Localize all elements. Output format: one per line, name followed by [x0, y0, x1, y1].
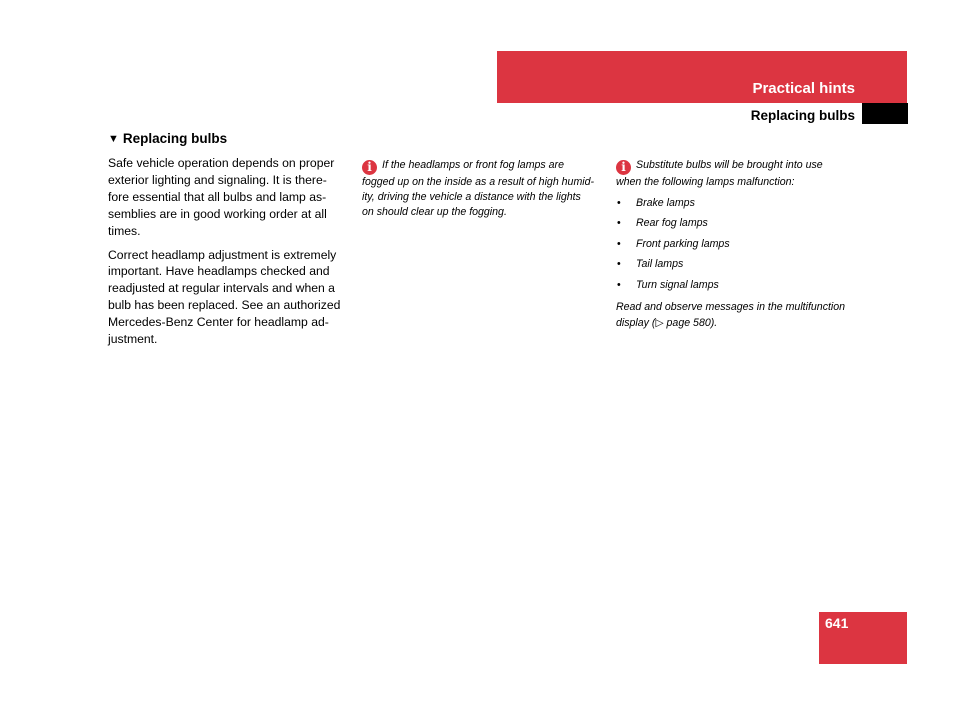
info-icon: i — [362, 160, 377, 175]
text-line: times. — [108, 223, 141, 238]
text-line: readjusted at regular intervals and when a — [108, 281, 335, 296]
page-number: 641 — [825, 615, 849, 631]
bullet-icon: • — [617, 217, 621, 229]
list-item — [616, 257, 866, 278]
info-icon: i — [616, 160, 631, 175]
paragraph-lighting — [108, 155, 348, 240]
page-number-box — [819, 612, 907, 664]
list-item — [616, 196, 866, 217]
text-line: ity, driving the vehicle a distance with the lights — [362, 190, 581, 203]
subsection-title: Replacing bulbs — [750, 108, 855, 123]
text-line: when the following lamps malfunction: — [616, 176, 795, 188]
note-text: If the headlamps or front fog lamps are — [382, 159, 564, 171]
text-line: Correct headlamp adjustment is extremely — [108, 247, 337, 262]
list-item — [616, 278, 866, 299]
list-item — [616, 237, 866, 258]
bullet-icon: • — [617, 196, 621, 209]
multifunction-display-note — [616, 300, 866, 331]
text-line: on should clear up the fogging. — [362, 205, 507, 218]
list-item-label: Turn signal lamps — [636, 278, 719, 291]
text-line: Mercedes-Benz Center for headlamp ad- — [108, 315, 329, 330]
list-item — [616, 216, 866, 237]
text-line — [616, 158, 866, 175]
text-line: semblies are in good working order at all — [108, 206, 327, 221]
bullet-icon: • — [617, 258, 621, 270]
page-reference: display (▷ page 580). — [616, 316, 718, 329]
page-heading — [108, 131, 227, 146]
section-title: Practical hints — [752, 80, 855, 97]
bullet-icon: • — [617, 237, 621, 250]
info-note-substitute-bulbs — [616, 158, 866, 331]
text-line: Read and observe messages in the multifunction — [616, 301, 846, 313]
section-tab-marker — [862, 103, 908, 124]
list-item-label: Front parking lamps — [636, 237, 730, 250]
list-item-label: Rear fog lamps — [636, 217, 708, 229]
text-line: bulb has been replaced. See an authorized — [108, 298, 341, 313]
heading-text: Replacing bulbs — [122, 131, 228, 146]
paragraph-headlamp-adjustment — [108, 247, 348, 348]
lamp-list — [616, 196, 866, 299]
triangle-down-icon: ▼ — [108, 133, 119, 145]
note-text: Substitute bulbs will be brought into use — [636, 159, 823, 171]
text-line: fogged up on the inside as a result of high humid- — [362, 176, 595, 188]
text-line: important. Have headlamps checked and — [108, 264, 330, 279]
bullet-icon: • — [617, 278, 621, 291]
list-item-label: Brake lamps — [636, 196, 695, 209]
text-line — [362, 158, 607, 175]
main-text-column — [108, 155, 348, 355]
text-line: Safe vehicle operation depends on proper — [108, 156, 335, 170]
list-item-label: Tail lamps — [636, 258, 684, 270]
text-line: justment. — [108, 332, 158, 347]
text-line: fore essential that all bulbs and lamp as- — [108, 189, 327, 204]
info-note-fogging — [362, 158, 607, 220]
text-line: exterior lighting and signaling. It is there- — [108, 172, 327, 187]
